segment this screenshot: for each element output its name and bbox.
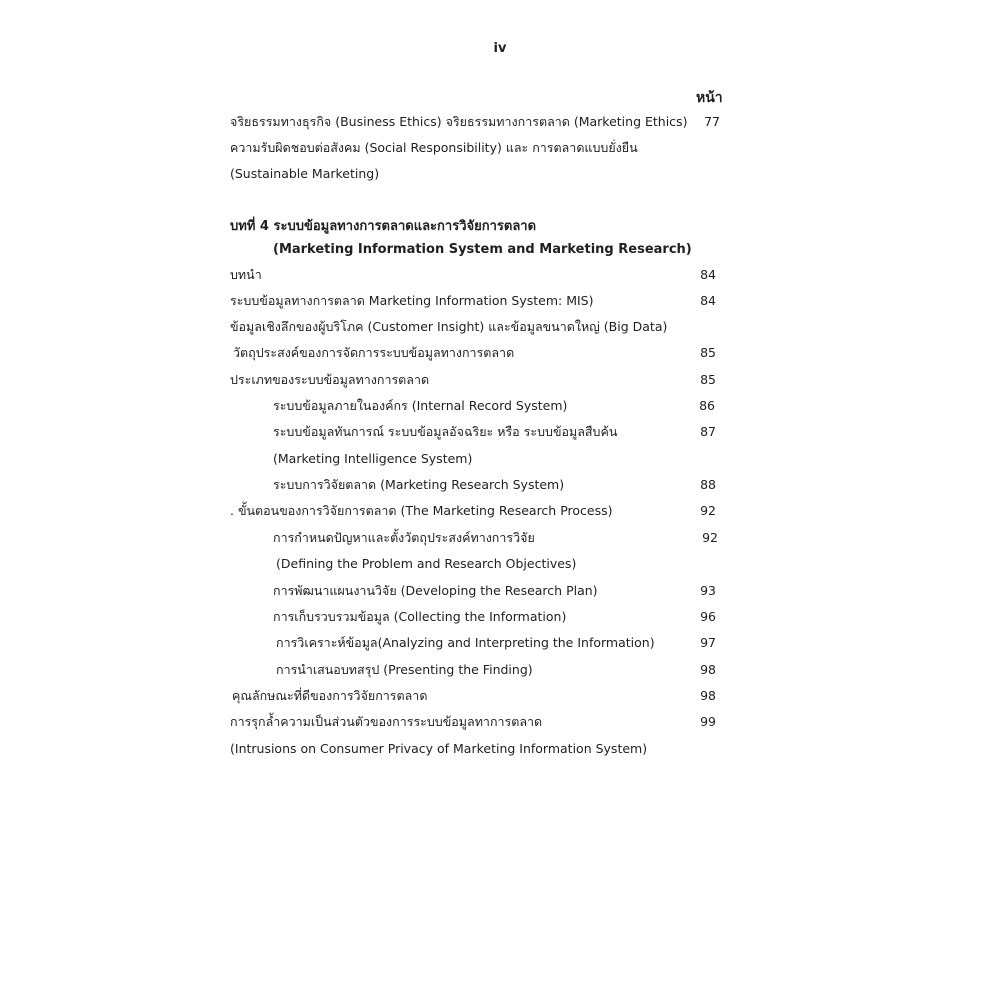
toc-entry-text: . ขั้นตอนของการวิจัยการตลาด (The Marketing Research Process): [230, 503, 613, 518]
toc-entry: [0, 448, 1000, 470]
page-number: iv: [493, 41, 507, 56]
toc-entry-page: 86: [699, 398, 715, 413]
toc-entry-page: 96: [700, 609, 716, 624]
toc-entry-page: 87: [700, 424, 716, 439]
toc-entry-page: 92: [700, 503, 716, 518]
toc-entry-page: 84: [700, 293, 716, 308]
toc-entry-text: การรุกล้ำความเป็นส่วนตัวของการระบบข้อมูลทาการตลาด: [230, 714, 543, 729]
toc-entry-page: 77: [704, 114, 720, 129]
toc-entry: [0, 632, 1000, 654]
toc-entry: [0, 421, 1000, 443]
toc-entry: [0, 342, 1000, 364]
toc-entry-text: การเก็บรวบรวมข้อมูล (Collecting the Information): [273, 609, 567, 624]
page-column-header: หน้า: [696, 90, 723, 106]
toc-entry: [0, 580, 1000, 602]
toc-entry-text: ระบบข้อมูลภายในองค์กร (Internal Record System): [273, 398, 568, 413]
toc-entry-page: 84: [700, 267, 716, 282]
toc-entry-text: การวิเคราะห์ข้อมูล(Analyzing and Interpreting the Information): [276, 635, 655, 650]
toc-entry-page: 99: [700, 714, 716, 729]
toc-entry: [0, 369, 1000, 391]
chapter-subheading: [0, 239, 1000, 261]
toc-entry: [0, 553, 1000, 575]
chapter-title-english: (Marketing Information System and Marketing Research): [273, 242, 692, 257]
chapter-title: บทที่ 4 ระบบข้อมูลทางการตลาดและการวิจัยการตลาด: [230, 219, 537, 234]
toc-entry-text: การพัฒนาแผนงานวิจัย (Developing the Research Plan): [273, 583, 598, 598]
toc-entry-text: คุณลักษณะที่ดีของการวิจัยการตลาด: [232, 688, 428, 703]
chapter-heading: [0, 216, 1000, 238]
toc-entry-text: วัตถุประสงค์ของการจัดการระบบข้อมูลทางการตลาด: [233, 345, 515, 360]
toc-entry-text: ข้อมูลเชิงลึกของผู้บริโภค (Customer Insight) และข้อมูลขนาดใหญ่ (Big Data): [230, 319, 668, 334]
toc-entry: [0, 527, 1000, 549]
toc-entry-page: 97: [700, 635, 716, 650]
toc-entry-text: (Marketing Intelligence System): [273, 451, 473, 466]
toc-entry: [0, 500, 1000, 522]
toc-entry-text: ระบบข้อมูลทางการตลาด Marketing Information System: MIS): [230, 293, 594, 308]
toc-entry: [0, 163, 1000, 185]
toc-entry: [0, 474, 1000, 496]
toc-entry: [0, 111, 1000, 133]
toc-entry-text: (Sustainable Marketing): [230, 166, 380, 181]
toc-entry: [0, 264, 1000, 286]
toc-entry-page: 98: [700, 688, 716, 703]
toc-entry: [0, 738, 1000, 760]
toc-entry: [0, 659, 1000, 681]
toc-entry-text: ระบบการวิจัยตลาด (Marketing Research System): [273, 477, 565, 492]
toc-entry: [0, 606, 1000, 628]
toc-entry: [0, 395, 1000, 417]
toc-entry: [0, 137, 1000, 159]
toc-entry-page: 93: [700, 583, 716, 598]
toc-entry: [0, 316, 1000, 338]
toc-entry: [0, 711, 1000, 733]
toc-entry-page: 85: [700, 372, 716, 387]
toc-entry-page: 88: [700, 477, 716, 492]
toc-entry-page: 85: [700, 345, 716, 360]
toc-entry-text: จริยธรรมทางธุรกิจ (Business Ethics) จริยธรรมทางการตลาด (Marketing Ethics): [230, 114, 688, 129]
toc-entry-text: (Intrusions on Consumer Privacy of Marketing Information System): [230, 741, 648, 756]
toc-entry-text: ประเภทของระบบข้อมูลทางการตลาด: [230, 372, 430, 387]
toc-entry-text: ความรับผิดชอบต่อสังคม (Social Responsibility) และ การตลาดแบบยั่งยืน: [230, 140, 638, 155]
toc-entry-text: ระบบข้อมูลทันการณ์ ระบบข้อมูลอัจฉริยะ หรือ ระบบข้อมูลสืบค้น: [273, 424, 618, 439]
toc-entry-text: บทนำ: [230, 267, 262, 282]
toc-entry-page: 92: [702, 530, 718, 545]
toc-entry-text: การกำหนดปัญหาและตั้งวัตถุประสงค์ทางการวิจัย: [273, 530, 535, 545]
toc-entry-text: (Defining the Problem and Research Objectives): [276, 556, 577, 571]
toc-entry: [0, 685, 1000, 707]
toc-entry: [0, 290, 1000, 312]
toc-entry-text: การนำเสนอบทสรุป (Presenting the Finding): [276, 662, 533, 677]
toc-entry-page: 98: [700, 662, 716, 677]
